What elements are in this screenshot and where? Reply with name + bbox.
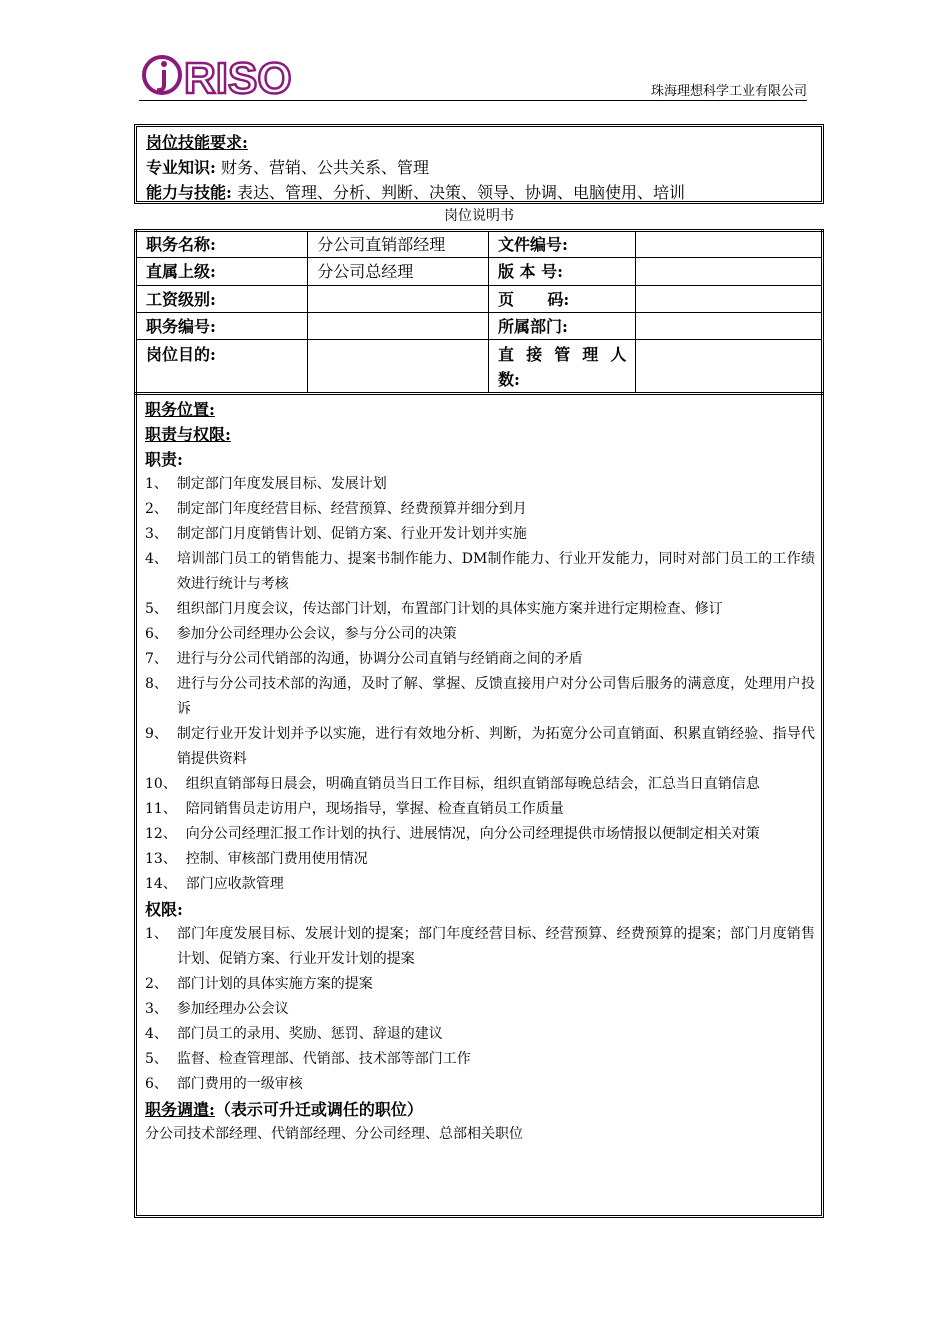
page-value (636, 286, 823, 313)
authority-item-number: 5、 (145, 1051, 177, 1067)
riso-logo (140, 45, 300, 105)
authority-item (145, 1047, 821, 1072)
table-row (136, 231, 823, 258)
responsibility-item-text: 制定部门年度经营目标、经营预算、经费预算并细分到月 (176, 501, 527, 517)
responsibility-item-number: 12、 (145, 826, 186, 842)
salary-value (308, 286, 489, 313)
knowledge-value: 财务、营销、公共关系、管理 (221, 158, 430, 177)
table-row (136, 286, 823, 313)
authorities-label: 权限: (145, 900, 183, 919)
responsibility-item (145, 872, 821, 897)
authority-item (145, 1072, 821, 1097)
authority-item-number: 4、 (145, 1026, 177, 1042)
authority-item-text: 部门员工的录用、奖励、惩罚、辞退的建议 (176, 1026, 443, 1042)
purpose-value (308, 340, 489, 394)
authority-item (145, 997, 821, 1022)
responsibility-item (145, 822, 821, 847)
responsibility-item-text: 参加分公司经理办公会议，参与分公司的决策 (176, 626, 457, 642)
responsibility-item-text: 控制、审核部门费用使用情况 (185, 851, 368, 867)
responsibility-item (145, 722, 821, 772)
authority-item-number: 6、 (145, 1076, 177, 1092)
responsibility-item (145, 647, 821, 672)
direct-reports-label (488, 340, 635, 394)
responsibility-item-number: 9、 (145, 726, 177, 742)
document-title: 岗位说明书 (444, 208, 514, 224)
superior-label: 直属上级: (136, 258, 308, 286)
ability-label: 能力与技能: (146, 183, 232, 202)
knowledge-label: 专业知识: (146, 158, 216, 177)
responsibility-item-text: 进行与分公司代销部的沟通，协调分公司直销与经销商之间的矛盾 (176, 651, 583, 667)
responsibility-item-number: 11、 (145, 801, 186, 817)
page-label: 页 码: (488, 286, 635, 313)
responsibility-item-number: 5、 (145, 601, 177, 617)
authority-item-number: 1、 (145, 926, 177, 942)
job-no-label: 职务编号: (136, 313, 308, 340)
responsibility-item (145, 597, 821, 622)
direct-reports-label-line2: 数: (497, 370, 520, 389)
responsibility-item-number: 1、 (145, 476, 177, 492)
responsibility-item-text: 制定部门年度发展目标、发展计划 (176, 476, 387, 492)
authority-item (145, 1022, 821, 1047)
authority-item-text: 监督、检查管理部、代销部、技术部等部门工作 (176, 1051, 471, 1067)
duties-box (134, 392, 824, 1218)
responsibility-item (145, 847, 821, 872)
responsibilities-list (145, 472, 821, 897)
company-name: 珠海理想科学工业有限公司 (650, 84, 807, 99)
responsibilities-label: 职责: (145, 450, 183, 469)
authority-item (145, 922, 821, 972)
authority-item-text: 部门计划的具体实施方案的提案 (176, 976, 373, 992)
transfer-line (145, 1097, 821, 1122)
dept-value (636, 313, 823, 340)
salary-label: 工资级别: (136, 286, 308, 313)
resp-auth-label: 职责与权限: (145, 425, 231, 444)
responsibility-item-text: 制定行业开发计划并予以实施，进行有效地分析、判断，为拓宽分公司直销面、积累直销经验、指导代销提供资料 (176, 726, 815, 767)
page-header (0, 0, 950, 110)
table-row (136, 340, 823, 394)
responsibility-item-text: 向分公司经理汇报工作计划的执行、进展情况，向分公司经理提供市场情报以便制定相关对策 (185, 826, 760, 842)
authorities-list (145, 922, 821, 1097)
responsibility-item (145, 772, 821, 797)
purpose-label: 岗位目的: (136, 340, 308, 394)
responsibility-item (145, 522, 821, 547)
responsibility-item (145, 497, 821, 522)
job-name-label: 职务名称: (136, 231, 308, 258)
responsibility-item-number: 10、 (145, 776, 186, 792)
knowledge-line (146, 155, 821, 180)
responsibility-item (145, 472, 821, 497)
authority-item-text: 部门年度发展目标、发展计划的提案；部门年度经营目标、经营预算、经费预算的提案；部门月度销售计划、促销方案、行业开发计划的提案 (176, 926, 815, 967)
responsibility-item-text: 组织直销部每日晨会，明确直销员当日工作目标，组织直销部每晚总结会，汇总当日直销信息 (185, 776, 760, 792)
transfer-value: 分公司技术部经理、代销部经理、分公司经理、总部相关职位 (145, 1126, 523, 1142)
job-name-value: 分公司直销部经理 (308, 231, 489, 258)
authority-item (145, 972, 821, 997)
responsibility-item-number: 13、 (145, 851, 186, 867)
authority-item-text: 参加经理办公会议 (176, 1001, 289, 1017)
skills-requirements-box (134, 124, 824, 204)
responsibility-item-text: 陪同销售员走访用户，现场指导，掌握、检查直销员工作质量 (185, 801, 564, 817)
responsibility-item-text: 部门应收款管理 (185, 876, 284, 892)
responsibility-item-number: 14、 (145, 876, 186, 892)
direct-reports-label-line1: 直 接 管 理 人 (497, 345, 627, 364)
table-row (136, 258, 823, 286)
responsibility-item (145, 547, 821, 597)
responsibility-item-text: 培训部门员工的销售能力、提案书制作能力、DM制作能力、行业开发能力，同时对部门员工的工作绩效进行统计与考核 (176, 551, 815, 592)
direct-reports-value (636, 340, 823, 394)
ability-value: 表达、管理、分析、判断、决策、领导、协调、电脑使用、培训 (237, 183, 686, 202)
header-divider (139, 100, 807, 101)
responsibility-item (145, 797, 821, 822)
responsibility-item-number: 8、 (145, 676, 177, 692)
authority-item-text: 部门费用的一级审核 (176, 1076, 303, 1092)
transfer-note: （表示可升迁或调任的职位） (214, 1100, 423, 1119)
responsibility-item-text: 组织部门月度会议，传达部门计划，布置部门计划的具体实施方案并进行定期检查、修订 (176, 601, 723, 617)
responsibility-item-number: 6、 (145, 626, 177, 642)
job-no-value (308, 313, 489, 340)
file-no-value (636, 231, 823, 258)
dept-label: 所属部门: (488, 313, 635, 340)
ability-line (146, 180, 821, 205)
authority-item-number: 3、 (145, 1001, 177, 1017)
transfer-label: 职务调遣: (145, 1100, 215, 1119)
skills-title-line (146, 130, 821, 155)
responsibility-item (145, 672, 821, 722)
position-label: 职务位置: (145, 400, 215, 419)
svg-text:RISO: RISO (184, 54, 292, 103)
responsibility-item (145, 622, 821, 647)
responsibility-item-number: 2、 (145, 501, 177, 517)
version-value (636, 258, 823, 286)
responsibility-item-number: 4、 (145, 551, 177, 567)
authority-item-number: 2、 (145, 976, 177, 992)
version-label: 版 本 号: (488, 258, 635, 286)
file-no-label: 文件编号: (488, 231, 635, 258)
table-row (136, 313, 823, 340)
job-info-table (134, 229, 824, 395)
responsibility-item-number: 7、 (145, 651, 177, 667)
superior-value: 分公司总经理 (308, 258, 489, 286)
responsibility-item-number: 3、 (145, 526, 177, 542)
responsibility-item-text: 进行与分公司技术部的沟通，及时了解、掌握、反馈直接用户对分公司售后服务的满意度，处理用户投诉 (176, 676, 815, 717)
skills-title: 岗位技能要求: (146, 133, 248, 152)
responsibility-item-text: 制定部门月度销售计划、促销方案、行业开发计划并实施 (176, 526, 527, 542)
